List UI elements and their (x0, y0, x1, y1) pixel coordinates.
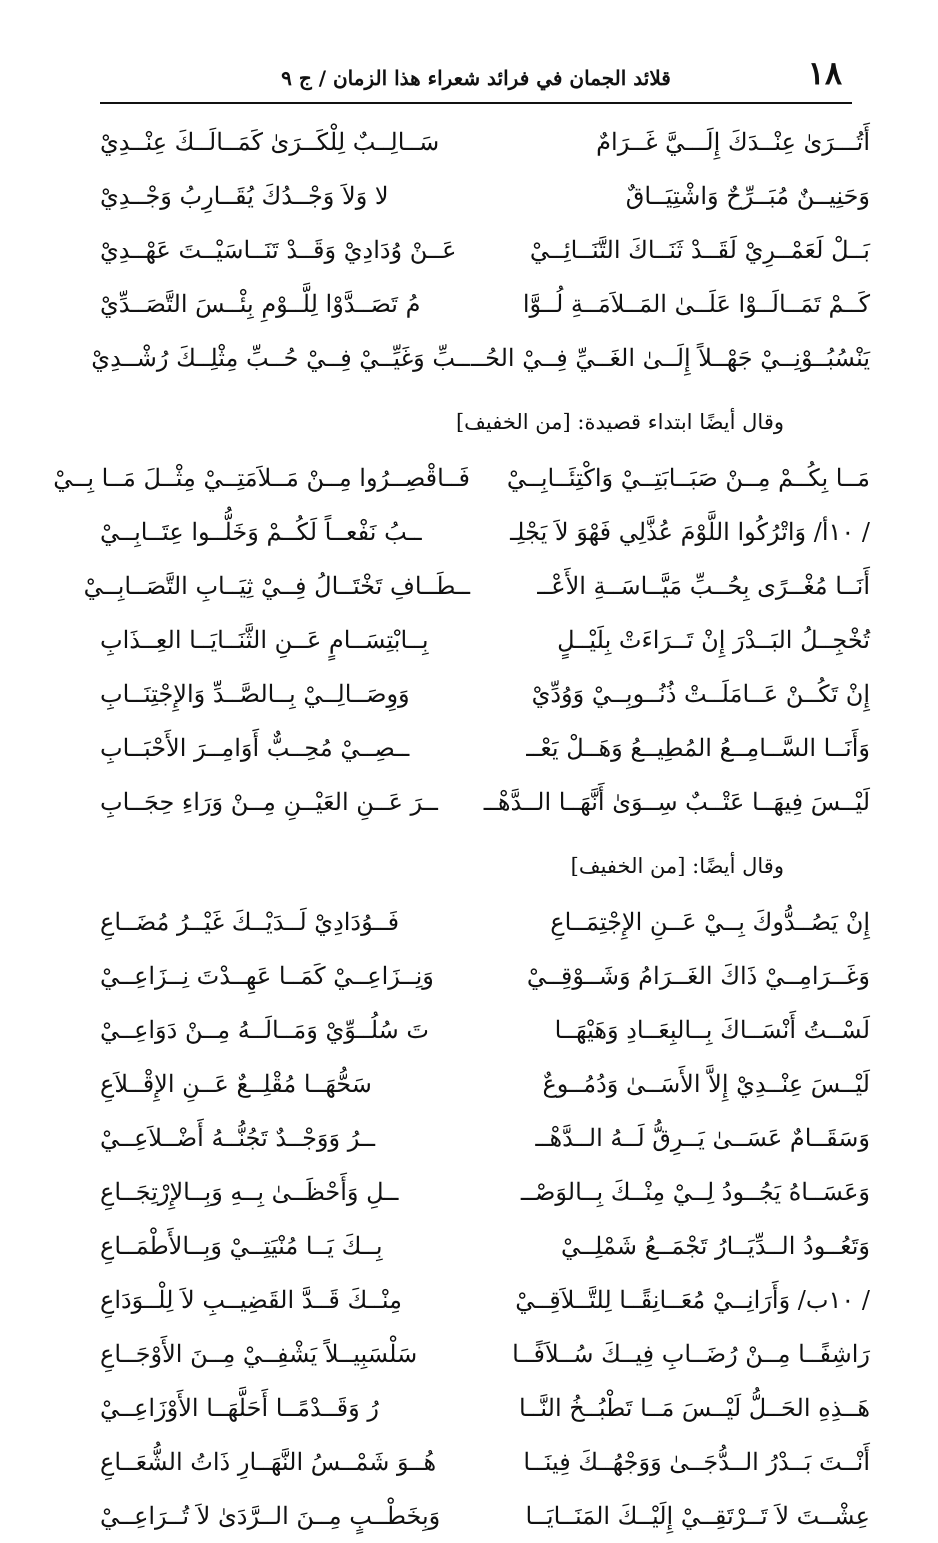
second-hemistich: بِــابْتِسَــامٍ عَــنِ الثَّنَــايَــا العِــذَابِ (100, 626, 429, 654)
second-hemistich: عَــنْ وُدَادِيْ وَقَــدْ تَنَــاسَيْــتَ عَهْــدِيْ (100, 236, 457, 264)
verse-line (100, 1057, 870, 1111)
second-hemistich: وَوِصَــالِــيْ بِــالصَّــدِّ وَالإِجْتِنَــابِ (100, 680, 410, 708)
verse-line (100, 1219, 870, 1273)
second-hemistich: هُــوَ شَمْــسُ النَّهَــارِ ذَاتُ الشُّعَــاعِ (100, 1448, 437, 1476)
verse-line (100, 1489, 870, 1543)
second-hemistich: بِــكَ يَــا مُنْيَتِــيْ وَبِــالأَطْمَــاعِ (100, 1232, 383, 1260)
poem-2 (53, 407, 870, 829)
first-hemistich: وَعَسَــاهُ يَجُــودُ لِــيْ مِنْــكَ بِــالوَصْــ (520, 1178, 870, 1206)
verse-line (100, 1003, 870, 1057)
verse-line (100, 775, 870, 829)
first-hemistich: مَــا بِكُــمْ مِــنْ صَبَــابَتِــيْ وَاكْتِئَــابِــيْ (506, 464, 870, 492)
second-hemistich: فَــوُدَادِيْ لَــدَيْــكَ غَيْــرُ مُضَــاعِ (100, 908, 400, 936)
second-hemistich: فَــاقْصِــرُوا مِــنْ مَــلاَمَتِــيْ مِثْــلَ مَــا بِــيْ (53, 464, 470, 492)
verse-line (100, 1381, 870, 1435)
first-hemistich: / ١٠ب/ وَأَرَانِــيْ مُعَــانِقًــا لِلتَّــلاَقِــيْ (515, 1286, 870, 1314)
verse-line (100, 667, 870, 721)
second-hemistich: مُ تَصَــدَّوْا لِلَّــوْمِ بِئْــسَ التَّصَــدِّيْ (100, 290, 421, 318)
second-hemistich: وَبِخَطْــبٍ مِــنَ الــرَّدَىٰ لاَ تُــرَاعِــيْ (100, 1502, 441, 1530)
first-hemistich: عِشْــتَ لاَ تَــرْتَقِــيْ إِلَيْــكَ المَنَــايَــا (525, 1502, 870, 1530)
poem-gap (100, 829, 870, 845)
first-hemistich: رَاشِفًــا مِــنْ رُضَــابِ فِيــكَ سُــلاَفًــا (512, 1340, 870, 1368)
second-hemistich: تَ سُلُــوِّيْ وَمَــالَــهُ مِــنْ دَوَاعِــيْ (100, 1016, 429, 1044)
verse-line (100, 613, 870, 667)
running-title: قلائد الجمان في فرائد شعراء هذا الزمان / ج ٩ (281, 66, 671, 90)
first-hemistich: أَتُـــرَىٰ عِنْــدَكَ إِلَـــيَّ غَــرَامٌ (596, 128, 870, 156)
first-hemistich: كَــمْ تَمَــالَــوْا عَلَــىٰ المَــلاَمَــةِ لُــوَّا (522, 290, 870, 318)
first-hemistich: بَــلْ لَعَمْــرِيْ لَقَــدْ ثَنَــاكَ التَّنَــائِــيْ (529, 236, 870, 264)
first-hemistich: وَسَقَــامٌ عَسَــىٰ يَــرِقُّ لَــهُ الــدَّهْــ (535, 1124, 870, 1152)
poem-1 (91, 115, 870, 385)
first-hemistich: إِنْ يَصُــدُّوكَ بِــيْ عَــنِ الإِجْتِمَــاعِ (550, 908, 870, 936)
verse-line (91, 331, 870, 385)
first-hemistich: أَنَــا مُغْــرًى بِحُــبِّ مَيَّــاسَــةِ الأَعْــ (537, 572, 870, 600)
second-hemistich: مِنْــكَ قَــدَّ القَضِيــبِ لاَ لِلْــوَدَاعِ (100, 1286, 402, 1314)
verse-line (100, 1327, 870, 1381)
first-hemistich: إِنْ تَكُــنْ عَــامَلَــتْ ذُنُــوبِــيْ وَوُدِّيْ (531, 680, 870, 708)
second-hemistich: ــطَــافِ تَخْتَــالُ فِــيْ ثِيَــابِ التَّصَــابِــيْ (83, 572, 470, 600)
verse-line (100, 115, 870, 169)
verse-line (100, 223, 870, 277)
first-hemistich: / ١٠أ/ وَاتْرُكُوا اللَّوْمَ عُذَّلِي فَهْوَ لاَ يَجْلِـ (510, 518, 870, 546)
poem-intro: وقال أيضًا: [من الخفيف] (570, 854, 784, 878)
second-hemistich: ــرُ وَوَجْــدٌ تَجُنُّــهُ أَضْــلاَعِــيْ (100, 1124, 376, 1152)
second-hemistich: سَلْسَبِيــلاً يَشْفِــيْ مِــنَ الأَوْجَــاعِ (100, 1340, 418, 1368)
verse-line (100, 505, 870, 559)
second-hemistich: سَــالِــبٌ لِلْكَــرَىٰ كَمَــالَــكَ عِنْــدِيْ (100, 128, 440, 156)
header-rule (100, 102, 852, 104)
verse-line (100, 1273, 870, 1327)
first-hemistich: لَيْــسَ فِيهَــا عَتْــبٌ سِــوَىٰ أَنَّهَــا الــدَّهْــ (483, 788, 870, 816)
verse-line (100, 895, 870, 949)
first-hemistich: لَسْــتُ أَنْسَــاكَ بِــالبِعَــادِ وَهَيْهَــا (554, 1016, 870, 1044)
first-hemistich: أَنْــتَ بَــدْرُ الــدُّجَــىٰ وَوَجْهُــكَ فِينَــا (523, 1448, 870, 1476)
second-hemistich: ــبِّ وَغَيِّــيْ فِــيْ حُــبِّ مِثْلِــكَ رُشْــدِيْ (91, 344, 470, 372)
page-number: ١٨ (807, 54, 842, 92)
second-hemistich: ــلِ وَأَحْظَــىٰ بِــهِ وَبِــالإِرْتِجَــاعِ (100, 1178, 399, 1206)
verse-line (100, 1111, 870, 1165)
first-hemistich: يَنْسُبُــوْنِــيْ جَهْــلاً إِلَــىٰ الغَــيِّ فِــيْ الحُــ (471, 344, 870, 372)
poem-3 (100, 851, 870, 1543)
poems-container (53, 115, 870, 1543)
page-header (100, 52, 852, 102)
verse-line (100, 721, 870, 775)
first-hemistich: وَغَــرَامِــيْ ذَاكَ الغَــرَامُ وَشَــوْقِــيْ (526, 962, 870, 990)
verse-line (100, 1165, 870, 1219)
verse-line (100, 277, 870, 331)
first-hemistich: هَــذِهِ الحَــلُّ لَيْــسَ مَــا تَطْبُــخُ النَّــا (519, 1394, 870, 1422)
poem-gap (100, 385, 870, 401)
second-hemistich: سَحُّهَــا مُقْلِــعٌ عَــنِ الإِقْــلاَعِ (100, 1070, 372, 1098)
first-hemistich: لَيْــسَ عِنْــدِيْ إِلاَّ الأَسَــىٰ وَدُمُــوعٌ (542, 1070, 870, 1098)
second-hemistich: وَنِــزَاعِــيْ كَمَــا عَهِــدْتَ نِــزَاعِــيْ (100, 962, 434, 990)
verse-line (100, 1435, 870, 1489)
second-hemistich: ــبُ نَفْعــاً لَكُــمْ وَخَلُّــوا عِتَــابِــيْ (100, 518, 422, 546)
verse-line (100, 949, 870, 1003)
second-hemistich: لا وَلاَ وَجْــدُكَ يُقَــارِبُ وَجْــدِيْ (100, 182, 389, 210)
first-hemistich: وَحَنِيــنٌ مُبَــرِّحٌ وَاشْتِيَــاقٌ (625, 182, 870, 210)
first-hemistich: تُخْجِــلُ البَــدْرَ إِنْ تَــرَاءَتْ بِلَيْــلٍ (557, 626, 870, 654)
second-hemistich: ــصِــيْ مُحِــبٌّ أَوَامِــرَ الأَحْبَــابِ (100, 734, 410, 762)
poem-intro: وقال أيضًا ابتداء قصيدة: [من الخفيف] (455, 410, 784, 434)
verse-line (83, 559, 870, 613)
first-hemistich: وَأَنَــا السَّــامِــعُ المُطِيــعُ وَهَــلْ يَعْــ (526, 734, 870, 762)
verse-line (53, 451, 870, 505)
second-hemistich: رُ وَقَــدْمًــا أَحَلَّهَــا الأَوْزَاعِــيْ (100, 1394, 379, 1422)
verse-line (100, 169, 870, 223)
first-hemistich: وَتَعُــودُ الــدِّيَــارُ تَجْمَــعُ شَمْلِــيْ (560, 1232, 870, 1260)
second-hemistich: ــرَ عَــنِ العَيْــنِ مِــنْ وَرَاءِ حِجَــابِ (100, 788, 438, 816)
